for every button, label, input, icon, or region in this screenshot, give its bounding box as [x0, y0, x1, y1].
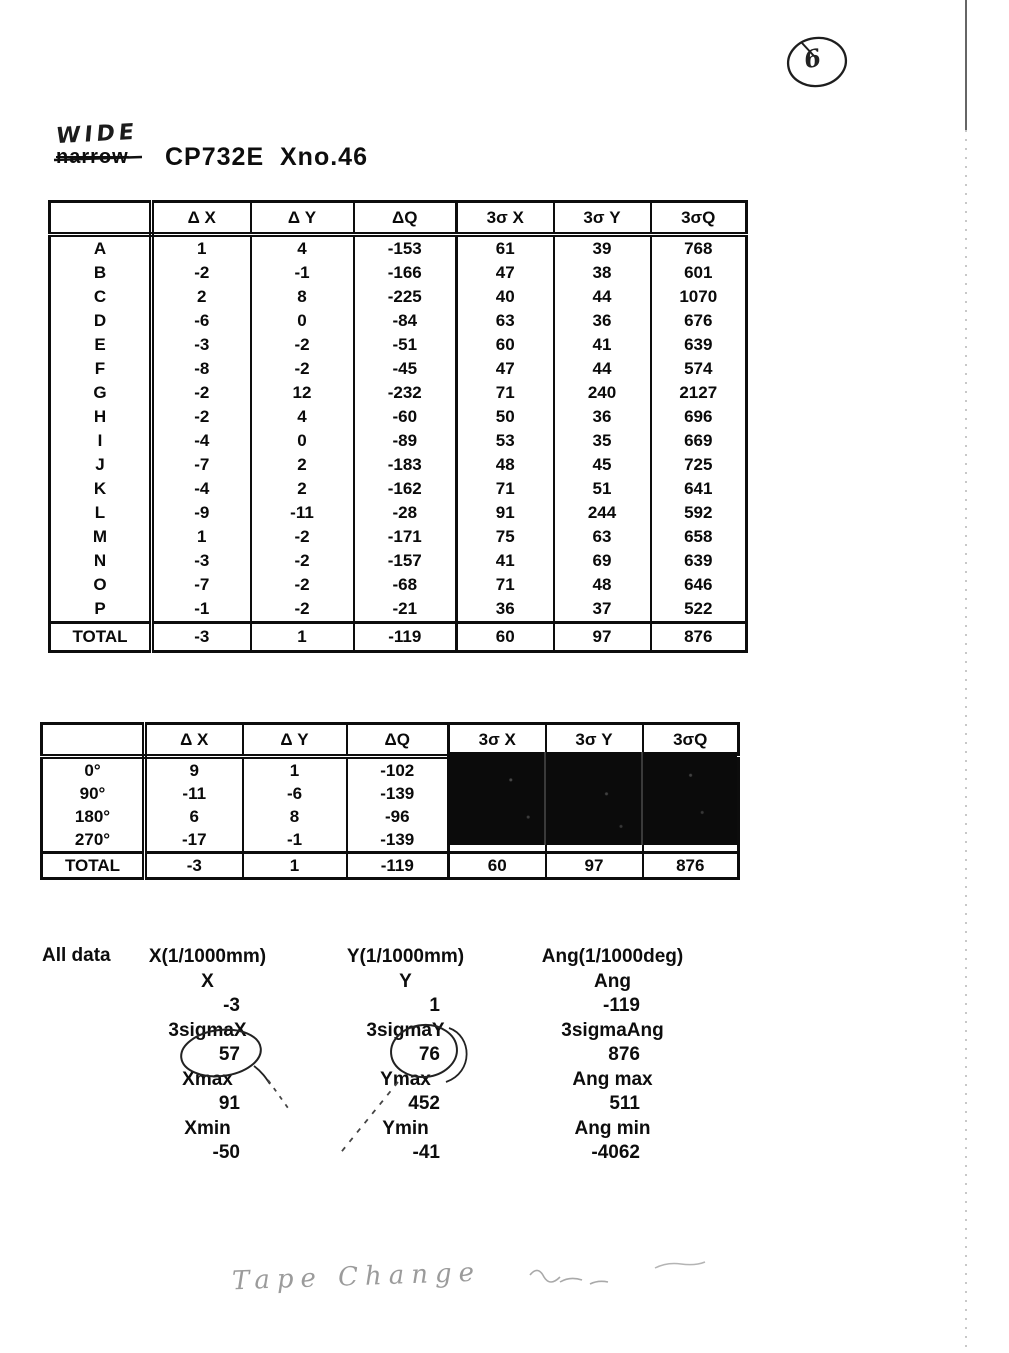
redaction-column-divider [544, 752, 546, 845]
alldata-column-y [318, 945, 493, 1166]
table-cell: -6 [243, 782, 347, 805]
table-cell: -89 [354, 429, 457, 453]
table-cell: -11 [251, 501, 354, 525]
table-cell: 0 [251, 309, 354, 333]
table-cell: -4 [152, 429, 251, 453]
table-cell: 601 [684, 263, 713, 282]
alldata-axis-label: Ang [594, 970, 631, 992]
table-cell: -68 [354, 573, 457, 597]
table-cell: 4 [251, 405, 354, 429]
table-cell: -2 [152, 381, 251, 405]
alldata-axis-label: X [201, 970, 214, 992]
alldata-sigma-label: 3sigmaX [168, 1019, 247, 1041]
row-label: I [50, 429, 152, 453]
table-cell: 639 [684, 551, 713, 570]
table-cell: 36 [554, 309, 651, 333]
column-header: 3σQ [651, 202, 747, 235]
alldata-min-value: -41 [412, 1142, 440, 1163]
table-cell: -9 [152, 501, 251, 525]
table-cell: -1 [152, 597, 251, 623]
total-row [50, 623, 747, 652]
table-cell: -96 [347, 805, 449, 828]
total-cell: 60 [457, 623, 554, 652]
row-label: H [50, 405, 152, 429]
total-row [42, 853, 739, 879]
alldata-max-label: Ymax [380, 1068, 431, 1090]
alldata-mean-value: -119 [603, 995, 640, 1016]
alldata-sigma-label: 3sigmaAng [561, 1019, 664, 1041]
table-cell: 8 [243, 805, 347, 828]
column-header: 3σ Y [554, 202, 651, 235]
table-cell: -11 [145, 782, 243, 805]
table-row [50, 573, 747, 597]
column-header [42, 724, 145, 757]
table-cell: 669 [684, 431, 713, 450]
alldata-min-value: -50 [212, 1142, 240, 1163]
table-cell: 38 [554, 261, 651, 285]
handwritten-wide-note: WIDE [54, 119, 139, 150]
table-row [50, 477, 747, 501]
column-header: ΔQ [354, 202, 457, 235]
table-cell: 696 [684, 407, 713, 426]
table-row [50, 333, 747, 357]
table-row [50, 235, 747, 262]
table-cell: -7 [152, 453, 251, 477]
alldata-min-label: Ang min [574, 1117, 651, 1139]
row-label: 90° [42, 782, 145, 805]
row-label: 180° [42, 805, 145, 828]
table-cell: 6 [145, 805, 243, 828]
column-header: ΔQ [347, 724, 449, 757]
document-title: CP732E Xno.46 [165, 143, 368, 171]
circled-page-number: 6 [801, 42, 824, 75]
table-cell: 39 [554, 235, 651, 262]
total-cell: -3 [152, 623, 251, 652]
table-cell: 592 [684, 503, 713, 522]
faint-scribble-2 [655, 1262, 705, 1268]
row-label: K [50, 477, 152, 501]
alldata-mean-value: 1 [429, 995, 440, 1016]
row-label: P [50, 597, 152, 623]
table-cell: -28 [354, 501, 457, 525]
table-cell: 45 [554, 453, 651, 477]
alldata-sigma-value: 57 [218, 1044, 240, 1065]
table-cell: 244 [554, 501, 651, 525]
table-cell: 639 [684, 335, 713, 354]
table-cell: 41 [554, 333, 651, 357]
row-label: E [50, 333, 152, 357]
table-cell: 69 [554, 549, 651, 573]
table-cell: 44 [554, 285, 651, 309]
total-cell: 60 [449, 853, 546, 879]
table-cell: 9 [145, 757, 243, 783]
table-cell: 40 [457, 285, 554, 309]
table-cell: -4 [152, 477, 251, 501]
row-label: 0° [42, 757, 145, 783]
total-cell: 1 [243, 853, 347, 879]
table-cell: 71 [457, 573, 554, 597]
table-cell: 768 [684, 239, 713, 258]
table-cell: -6 [152, 309, 251, 333]
table-cell: -225 [354, 285, 457, 309]
column-header: 3σ X [449, 724, 546, 757]
table-cell: 12 [251, 381, 354, 405]
table-cell: 60 [457, 333, 554, 357]
table-cell: -17 [145, 828, 243, 853]
table-cell: 71 [457, 381, 554, 405]
table-cell: 0 [251, 429, 354, 453]
row-label: M [50, 525, 152, 549]
table-header-row [50, 202, 747, 235]
table-cell: 646 [684, 575, 713, 594]
table-cell: -102 [347, 757, 449, 783]
row-label: O [50, 573, 152, 597]
table-cell: 53 [457, 429, 554, 453]
alldata-axis-label: Y [399, 970, 412, 992]
row-label: F [50, 357, 152, 381]
table-cell: 51 [554, 477, 651, 501]
table-cell: -84 [354, 309, 457, 333]
table-cell: 75 [457, 525, 554, 549]
table-cell: 2 [251, 453, 354, 477]
row-label: J [50, 453, 152, 477]
table-row [50, 429, 747, 453]
table-row [50, 549, 747, 573]
row-label: N [50, 549, 152, 573]
row-label: A [50, 235, 152, 262]
redaction-block [447, 752, 737, 845]
table-cell: 61 [457, 235, 554, 262]
table-cell: 36 [457, 597, 554, 623]
table-cell: 91 [457, 501, 554, 525]
column-header: 3σQ [643, 724, 739, 757]
table-cell: -3 [152, 549, 251, 573]
table-cell: -157 [354, 549, 457, 573]
table-row [50, 285, 747, 309]
crossed-out-narrow-label: narrow [56, 146, 129, 168]
table-cell: 4 [251, 235, 354, 262]
table-cell: 658 [684, 527, 713, 546]
alldata-column-ang [520, 945, 705, 1166]
table-cell: -2 [251, 597, 354, 623]
table-cell: -51 [354, 333, 457, 357]
table-cell: 1 [152, 235, 251, 262]
table-cell: -45 [354, 357, 457, 381]
table-cell: 1 [243, 757, 347, 783]
table-cell: -2 [251, 549, 354, 573]
table-cell: 2 [251, 477, 354, 501]
table-cell: 63 [554, 525, 651, 549]
table-cell: -2 [152, 261, 251, 285]
table-cell: -8 [152, 357, 251, 381]
total-cell: 876 [643, 853, 739, 879]
table-cell: 676 [684, 311, 713, 330]
table-cell: -2 [251, 525, 354, 549]
row-label: L [50, 501, 152, 525]
alldata-min-value: -4062 [591, 1142, 640, 1163]
alldata-column-x [120, 945, 295, 1166]
table-cell: -183 [354, 453, 457, 477]
table-cell: -2 [251, 357, 354, 381]
table-cell: -139 [347, 782, 449, 805]
alldata-max-label: Xmax [182, 1068, 233, 1090]
table-row [50, 501, 747, 525]
table-cell: -171 [354, 525, 457, 549]
alldata-min-label: Xmin [184, 1117, 231, 1139]
row-label: G [50, 381, 152, 405]
table-cell: 63 [457, 309, 554, 333]
table-row [50, 453, 747, 477]
table-cell: -2 [251, 333, 354, 357]
column-header [50, 202, 152, 235]
table-cell: 8 [251, 285, 354, 309]
total-cell: 876 [651, 623, 747, 652]
column-header: 3σ Y [546, 724, 643, 757]
table-cell: -3 [152, 333, 251, 357]
alldata-header: Ang(1/1000deg) [541, 946, 684, 967]
alldata-sigma-label: 3sigmaY [366, 1019, 445, 1041]
total-cell: 97 [554, 623, 651, 652]
table-cell: 1070 [679, 287, 718, 306]
table-row [50, 357, 747, 381]
alldata-header: X(1/1000mm) [148, 946, 267, 967]
table-cell: -139 [347, 828, 449, 853]
table-cell: 50 [457, 405, 554, 429]
table-cell: -162 [354, 477, 457, 501]
table-cell: -2 [152, 405, 251, 429]
table-row [50, 405, 747, 429]
alldata-min-label: Ymin [382, 1117, 429, 1139]
alldata-sigma-value: 76 [418, 1044, 440, 1065]
row-label: B [50, 261, 152, 285]
station-measurement-table [48, 200, 748, 653]
table-row [50, 309, 747, 333]
table-cell: 2 [152, 285, 251, 309]
alldata-max-value: 91 [218, 1093, 240, 1114]
table-cell: 44 [554, 357, 651, 381]
table-row [50, 381, 747, 405]
table-cell: 240 [554, 381, 651, 405]
table-cell: -21 [354, 597, 457, 623]
table-cell: 71 [457, 477, 554, 501]
total-label: TOTAL [50, 623, 152, 652]
row-label: C [50, 285, 152, 309]
table-cell: -153 [354, 235, 457, 262]
table-cell: 48 [457, 453, 554, 477]
alldata-max-value: 511 [609, 1093, 640, 1114]
total-cell: 97 [546, 853, 643, 879]
row-label: D [50, 309, 152, 333]
faint-scribble-1 [530, 1270, 608, 1284]
table-cell: 2127 [679, 383, 718, 402]
alldata-header: Y(1/1000mm) [346, 946, 465, 967]
table-cell: 47 [457, 261, 554, 285]
table-cell: -1 [243, 828, 347, 853]
table-cell: -60 [354, 405, 457, 429]
total-cell: 1 [251, 623, 354, 652]
alldata-mean-value: -3 [223, 995, 240, 1016]
table-row [50, 597, 747, 623]
column-header: Δ X [152, 202, 251, 235]
table-cell: 37 [554, 597, 651, 623]
alldata-sigma-value: 876 [608, 1044, 640, 1065]
total-cell: -119 [347, 853, 449, 879]
table-row [50, 261, 747, 285]
table-cell: 41 [457, 549, 554, 573]
table-cell: 35 [554, 429, 651, 453]
table-cell: 47 [457, 357, 554, 381]
column-header: 3σ X [457, 202, 554, 235]
alldata-section-label: All data [42, 945, 111, 966]
table-row [50, 525, 747, 549]
table-cell: -1 [251, 261, 354, 285]
alldata-max-value: 452 [408, 1093, 440, 1114]
redaction-column-divider [641, 752, 643, 845]
handwritten-bottom-note: Tape Change [231, 1257, 482, 1297]
table-cell: 574 [684, 359, 713, 378]
table-cell: -166 [354, 261, 457, 285]
row-label: 270° [42, 828, 145, 853]
table-cell: 36 [554, 405, 651, 429]
table-cell: 522 [684, 599, 713, 618]
table-cell: -7 [152, 573, 251, 597]
table-cell: 725 [684, 455, 713, 474]
table-cell: -2 [251, 573, 354, 597]
total-cell: -119 [354, 623, 457, 652]
column-header: Δ X [145, 724, 243, 757]
total-cell: -3 [145, 853, 243, 879]
alldata-max-label: Ang max [572, 1068, 653, 1090]
table-cell: -232 [354, 381, 457, 405]
table-cell: 641 [684, 479, 713, 498]
table-cell: 1 [152, 525, 251, 549]
column-header: Δ Y [243, 724, 347, 757]
column-header: Δ Y [251, 202, 354, 235]
table-cell: 48 [554, 573, 651, 597]
total-label: TOTAL [42, 853, 145, 879]
